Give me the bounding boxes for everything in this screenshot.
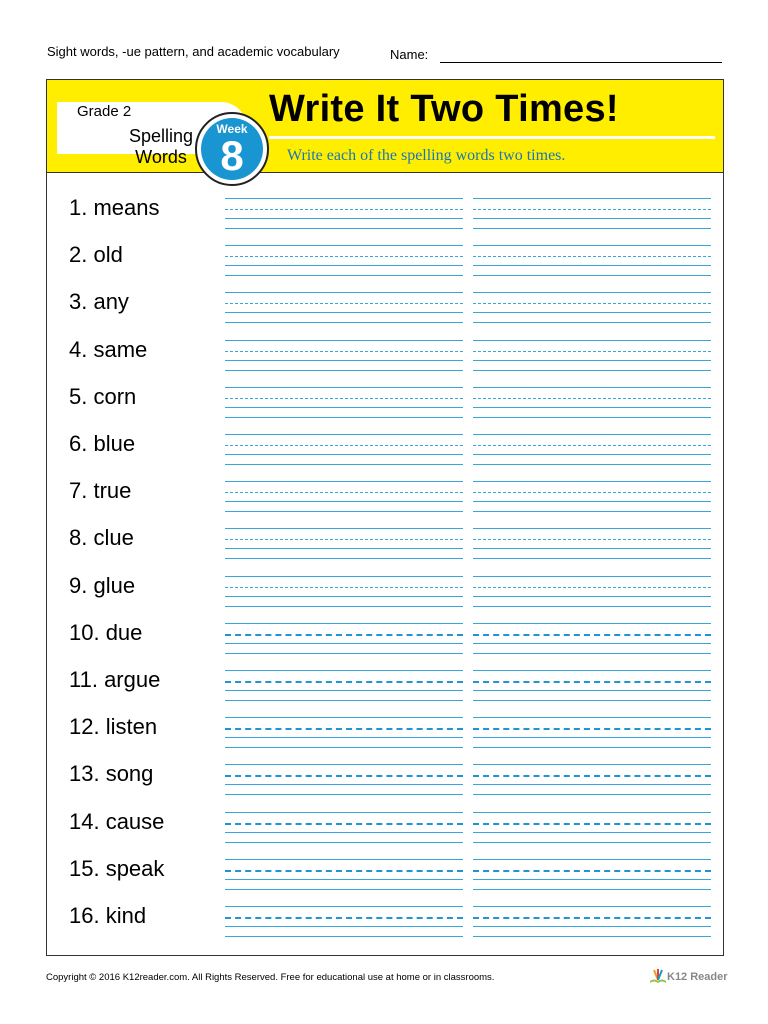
worksheet-area — [46, 173, 724, 956]
dashed-midline — [225, 681, 463, 683]
writing-line — [225, 926, 463, 927]
dashed-midline — [473, 775, 711, 777]
dashed-midline — [473, 634, 711, 636]
writing-line — [225, 832, 463, 833]
writing-line — [225, 879, 463, 880]
word-row — [47, 598, 723, 645]
writing-line — [225, 596, 463, 597]
dashed-midline — [473, 870, 711, 872]
writing-line — [225, 218, 463, 219]
dashed-midline — [225, 917, 463, 919]
dashed-midline — [225, 351, 463, 352]
word-row — [47, 220, 723, 267]
dashed-midline — [225, 870, 463, 872]
writing-line — [473, 501, 711, 502]
writing-line — [225, 859, 463, 860]
writing-line — [225, 481, 463, 482]
header-banner — [46, 79, 724, 179]
dashed-midline — [473, 256, 711, 257]
spelling-word: 10. due — [69, 619, 143, 645]
spelling-word: 13. song — [69, 761, 154, 787]
word-row — [47, 881, 723, 928]
writing-line — [225, 690, 463, 691]
writing-line — [225, 312, 463, 313]
spelling-word: 4. same — [69, 336, 148, 362]
writing-line — [473, 292, 711, 293]
writing-line — [473, 360, 711, 361]
dashed-midline — [225, 492, 463, 493]
writing-line — [473, 812, 711, 813]
writing-line — [473, 312, 711, 313]
dashed-midline — [225, 634, 463, 636]
word-row — [47, 834, 723, 881]
writing-line — [225, 434, 463, 435]
dashed-midline — [225, 303, 463, 304]
dashed-midline — [473, 823, 711, 825]
grade-badge — [57, 102, 248, 179]
writing-line — [473, 434, 711, 435]
grade-label: Grade 2 — [77, 103, 132, 120]
dashed-midline — [225, 823, 463, 825]
spelling-word: 14. cause — [69, 808, 165, 834]
spelling-word: 7. true — [69, 478, 132, 504]
word-row — [47, 503, 723, 550]
writing-line — [225, 265, 463, 266]
name-field-line[interactable] — [440, 62, 722, 63]
writing-line — [225, 198, 463, 199]
writing-line — [473, 832, 711, 833]
week-circle — [201, 118, 263, 180]
writing-line — [473, 926, 711, 927]
writing-line — [225, 340, 463, 341]
spelling-word: 1. means — [69, 195, 160, 220]
writing-line — [473, 879, 711, 880]
second-writing-lines[interactable] — [473, 906, 711, 940]
dashed-midline — [225, 587, 463, 588]
writing-line — [225, 576, 463, 577]
spelling-word: 5. corn — [69, 383, 137, 409]
dashed-midline — [225, 398, 463, 399]
spelling-label-line1: Spelling — [128, 126, 194, 146]
word-row — [47, 739, 723, 786]
word-row — [47, 456, 723, 503]
dashed-midline — [225, 209, 463, 210]
word-row — [47, 645, 723, 692]
copyright-text: Copyright © 2016 K12reader.com. All Rights Reserved. Free for educational use at home or in classrooms. — [46, 972, 495, 983]
writing-line — [473, 784, 711, 785]
writing-line — [473, 906, 711, 907]
dashed-midline — [473, 917, 711, 919]
spelling-word: 8. clue — [69, 525, 134, 551]
writing-line — [473, 245, 711, 246]
week-label: Week — [216, 122, 248, 136]
spelling-word: 6. blue — [69, 431, 136, 456]
dashed-midline — [473, 728, 711, 730]
writing-line — [473, 265, 711, 266]
spelling-word: 2. old — [69, 242, 123, 268]
writing-line — [473, 198, 711, 199]
writing-line — [225, 906, 463, 907]
dashed-midline — [225, 728, 463, 730]
book-icon — [648, 967, 668, 987]
spelling-word: 16. kind — [69, 903, 147, 928]
writing-line — [473, 623, 711, 624]
word-row — [47, 409, 723, 456]
writing-line — [225, 407, 463, 408]
spelling-word: 11. argue — [69, 667, 161, 692]
dashed-midline — [473, 398, 711, 399]
week-number: 8 — [220, 132, 244, 179]
spelling-word: 9. glue — [69, 572, 136, 598]
writing-line — [473, 690, 711, 691]
word-row — [47, 787, 723, 834]
first-writing-lines[interactable] — [225, 906, 463, 940]
word-row — [47, 173, 723, 220]
writing-line — [473, 643, 711, 644]
writing-line — [225, 764, 463, 765]
k12reader-logo — [648, 967, 728, 991]
writing-line — [473, 576, 711, 577]
title-underline — [269, 136, 715, 139]
dashed-midline — [225, 445, 463, 446]
spelling-word: 3. any — [69, 289, 129, 315]
writing-line — [225, 292, 463, 293]
instruction-text: Write each of the spelling words two times. — [287, 147, 566, 164]
writing-line — [225, 548, 463, 549]
dashed-midline — [473, 492, 711, 493]
spelling-word: 12. listen — [69, 714, 158, 740]
writing-line — [473, 387, 711, 388]
writing-line — [225, 501, 463, 502]
writing-line — [473, 481, 711, 482]
writing-line — [473, 670, 711, 671]
dashed-midline — [473, 587, 711, 588]
dashed-midline — [473, 351, 711, 352]
writing-line — [473, 764, 711, 765]
writing-line — [225, 454, 463, 455]
word-row — [47, 551, 723, 598]
writing-line — [225, 936, 463, 937]
writing-line — [225, 360, 463, 361]
writing-line — [225, 623, 463, 624]
writing-line — [225, 528, 463, 529]
writing-line — [473, 454, 711, 455]
dashed-midline — [473, 303, 711, 304]
spelling-word: 15. speak — [69, 855, 165, 881]
writing-line — [225, 717, 463, 718]
writing-line — [473, 548, 711, 549]
writing-line — [225, 387, 463, 388]
word-row — [47, 267, 723, 314]
worksheet-subtitle: Sight words, -ue pattern, and academic vocabulary — [47, 44, 340, 59]
spelling-label-line2: Words — [135, 147, 187, 167]
writing-line — [473, 596, 711, 597]
writing-line — [225, 245, 463, 246]
word-row — [47, 692, 723, 739]
writing-line — [225, 643, 463, 644]
dashed-midline — [225, 539, 463, 540]
name-label: Name: — [390, 47, 429, 62]
writing-line — [225, 670, 463, 671]
word-row — [47, 362, 723, 409]
dashed-midline — [473, 445, 711, 446]
dashed-midline — [473, 209, 711, 210]
writing-line — [473, 936, 711, 937]
writing-line — [225, 812, 463, 813]
writing-line — [473, 407, 711, 408]
writing-line — [473, 737, 711, 738]
dashed-midline — [473, 539, 711, 540]
writing-line — [473, 340, 711, 341]
word-row — [47, 315, 723, 362]
writing-line — [473, 859, 711, 860]
writing-line — [473, 218, 711, 219]
dashed-midline — [225, 775, 463, 777]
writing-line — [473, 717, 711, 718]
writing-line — [225, 737, 463, 738]
logo-text: K12 Reader — [667, 971, 728, 983]
dashed-midline — [473, 681, 711, 683]
writing-line — [473, 528, 711, 529]
dashed-midline — [225, 256, 463, 257]
writing-line — [225, 784, 463, 785]
page-title: Write It Two Times! — [269, 88, 619, 130]
